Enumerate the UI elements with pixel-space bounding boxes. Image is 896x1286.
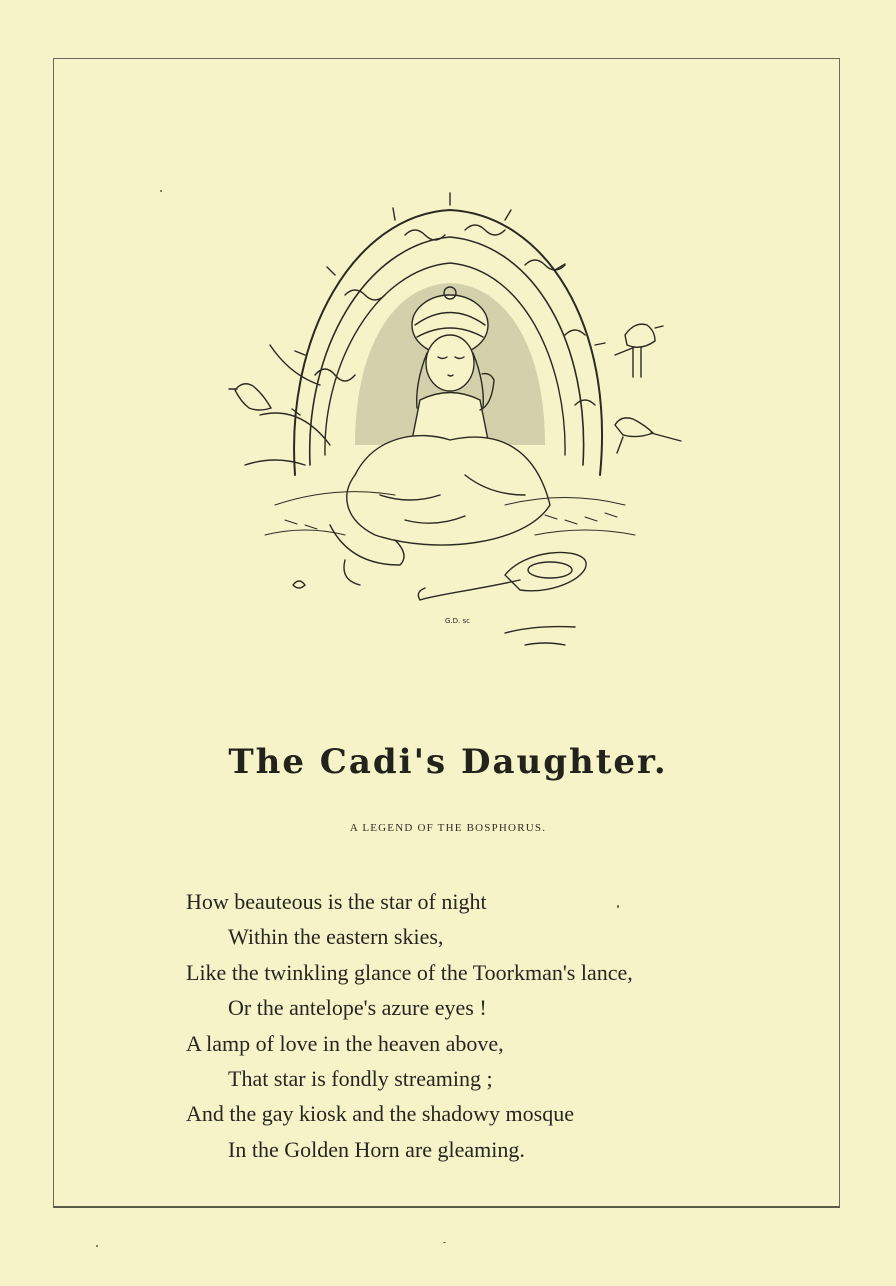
chapter-subtitle: A LEGEND OF THE BOSPHORUS. xyxy=(349,822,547,834)
paper-speck xyxy=(160,190,162,192)
poem-line: In the Golden Horn are gleaming. xyxy=(228,1136,525,1162)
poem-line: Like the twinkling glance of the Toorkman's lance, xyxy=(186,959,633,985)
poem-line: How beauteous is the star of night xyxy=(186,889,487,914)
poem-line: Within the eastern skies, xyxy=(228,924,444,950)
paper-speck xyxy=(96,1245,98,1247)
chapter-title: The Cadi's Daughter. xyxy=(228,742,668,782)
poem-stanza xyxy=(186,884,806,1167)
paper-speck xyxy=(443,1242,446,1243)
paper-speck xyxy=(617,905,619,908)
engraver-signature: G.D. sc xyxy=(445,617,470,625)
poem-line: And the gay kiosk and the shadowy mosque xyxy=(186,1101,574,1127)
poem-line: A lamp of love in the heaven above, xyxy=(186,1030,504,1056)
engraved-illustration xyxy=(205,175,695,655)
poem-line: That star is fondly streaming ; xyxy=(228,1066,493,1092)
poem-line: Or the antelope's azure eyes ! xyxy=(228,995,487,1021)
